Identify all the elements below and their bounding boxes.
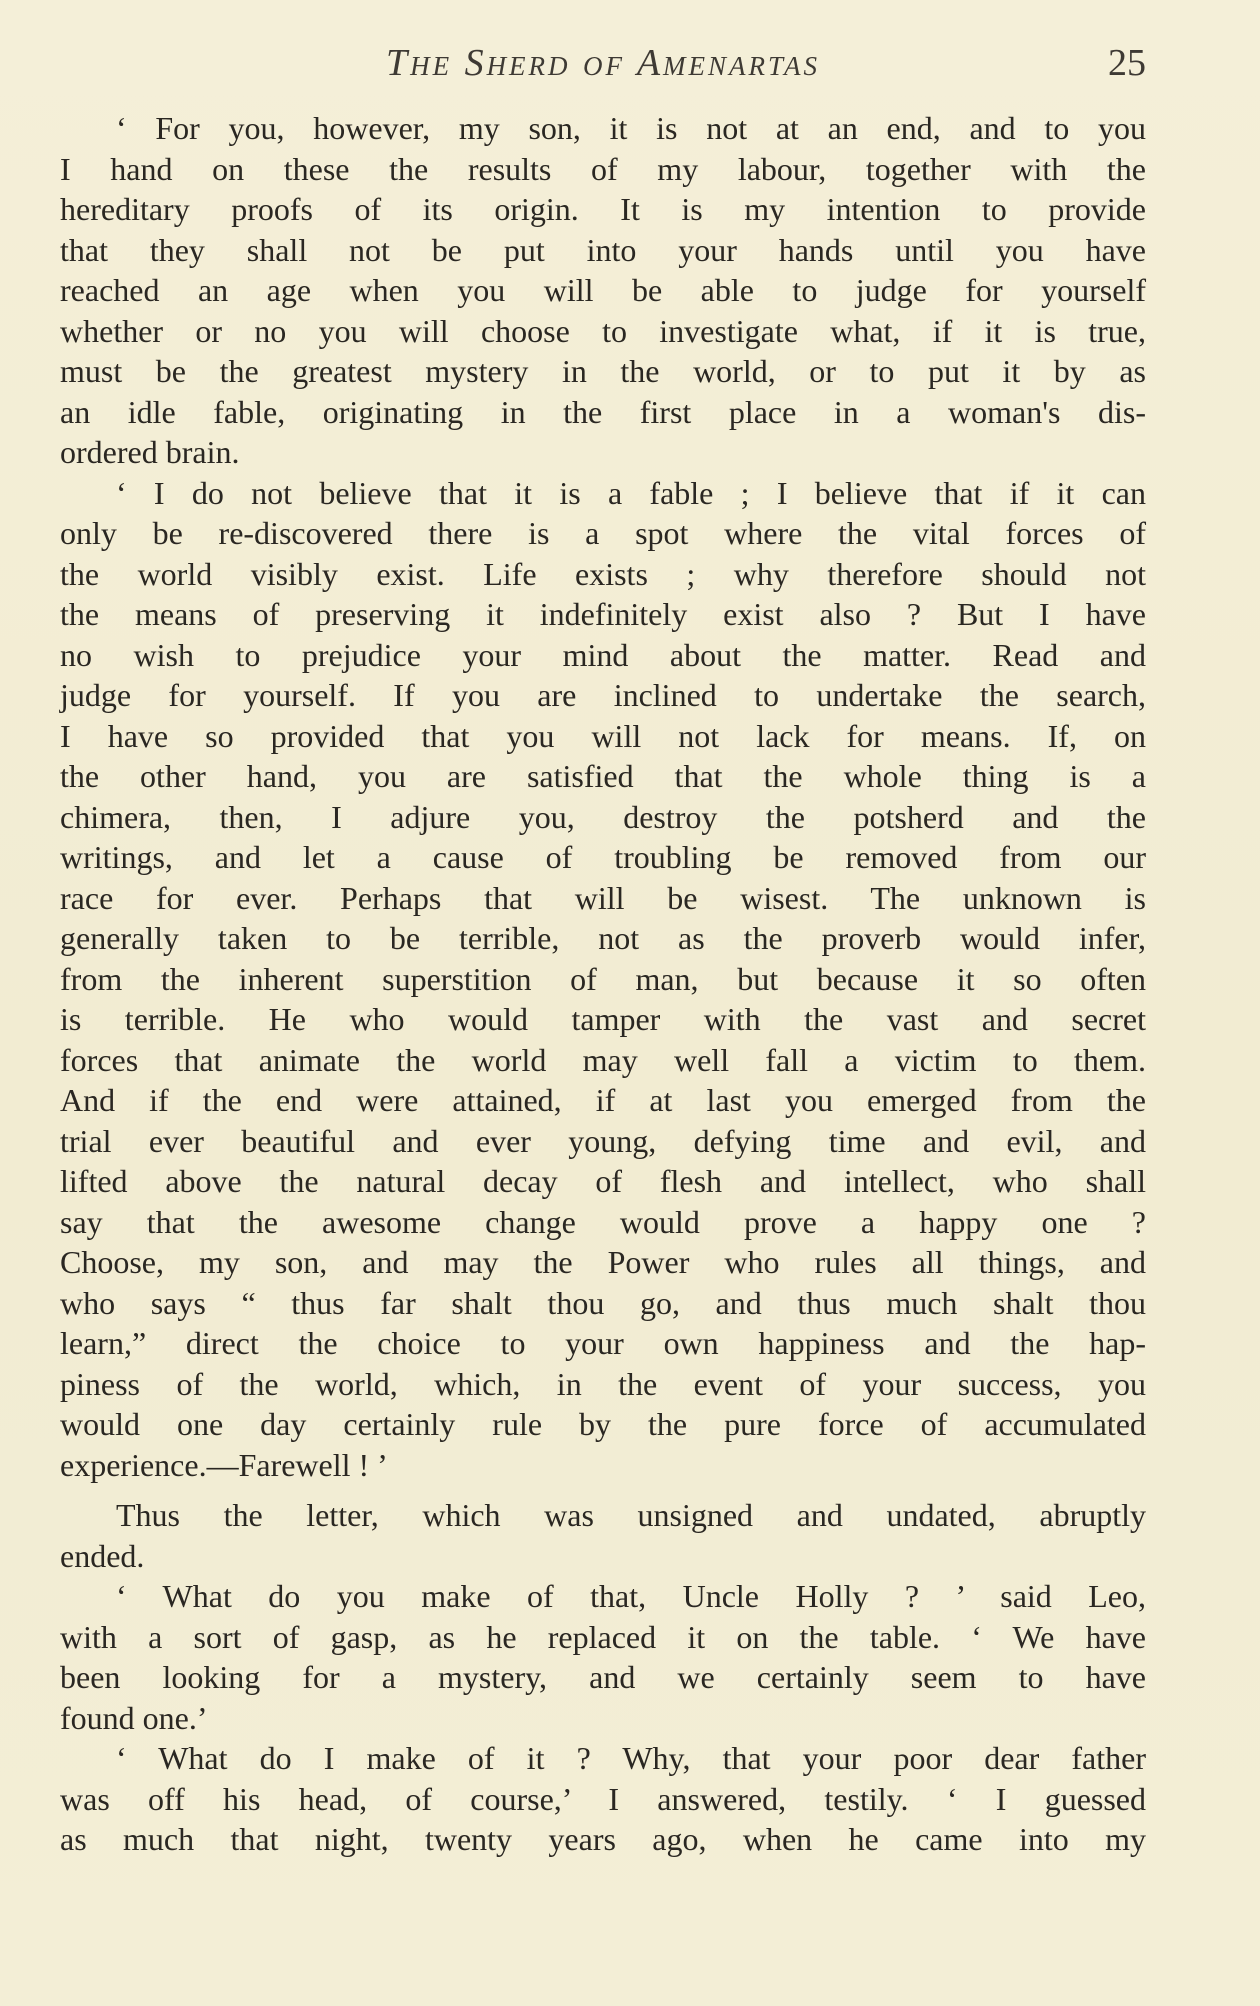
text-line: say that the awesome change would prove a happy one ? (60, 1203, 1146, 1240)
text-line: hereditary proofs of its origin. It is my intention to provide (60, 191, 1146, 227)
text-line: ended. (60, 1537, 145, 1574)
text-line: an idle fable, originating in the first place in a woman's dis- (60, 393, 1146, 430)
text-line: chimera, then, I adjure you, destroy the potsherd and the (60, 798, 1146, 835)
text-line: with a sort of gasp, as he replaced it on the table. ‘ We have (60, 1618, 1146, 1655)
body-text (60, 108, 1146, 1860)
text-line: reached an age when you will be able to judge for yourself (60, 272, 1146, 308)
page-number: 25 (1108, 42, 1146, 84)
text-line: found one.’ (60, 1699, 208, 1736)
text-line: no wish to prejudice your mind about the matter. Read and (60, 636, 1146, 673)
text-line: ‘ What do I make of it ? Why, that your poor dear father (116, 1740, 1146, 1776)
text-line: as much that night, twenty years ago, when he came into my (60, 1821, 1146, 1857)
text-line: who says “ thus far shalt thou go, and thus much shalt thou (60, 1284, 1146, 1321)
text-line: whether or no you will choose to investigate what, if it is true, (60, 312, 1146, 349)
text-line: trial ever beautiful and ever young, defying time and evil, and (60, 1122, 1146, 1159)
text-line: the world visibly exist. Life exists ; why therefore should not (60, 555, 1146, 592)
running-title: The Sherd of Amenartas (385, 42, 821, 84)
text-line: race for ever. Perhaps that will be wisest. The unknown is (60, 879, 1146, 916)
text-line: ‘ I do not believe that it is a fable ; I believe that if it can (116, 474, 1146, 511)
text-line: from the inherent superstition of man, but because it so often (60, 960, 1146, 997)
text-line: And if the end were attained, if at last you emerged from the (60, 1082, 1146, 1118)
text-line: was off his head, of course,’ I answered, testily. ‘ I guessed (60, 1780, 1146, 1817)
text-line: Thus the letter, which was unsigned and undated, abruptly (116, 1497, 1146, 1533)
text-line: ordered brain. (60, 434, 240, 470)
text-line: the other hand, you are satisfied that the whole thing is a (60, 758, 1146, 794)
text-line: piness of the world, which, in the event of your success, you (60, 1365, 1146, 1402)
text-line: ‘ For you, however, my son, it is not at an end, and to you (116, 110, 1146, 146)
text-line: writings, and let a cause of troubling be removed from our (60, 839, 1146, 875)
text-line: generally taken to be terrible, not as the proverb would infer, (60, 920, 1146, 956)
text-line: experience.—Farewell ! ’ (60, 1446, 388, 1483)
text-line: the means of preserving it indefinitely exist also ? But I have (60, 596, 1146, 632)
text-line: is terrible. He who would tamper with the vast and secret (60, 1001, 1146, 1037)
text-line: I hand on these the results of my labour, together with the (60, 150, 1146, 187)
text-line: I have so provided that you will not lack for means. If, on (60, 717, 1146, 754)
text-line: would one day certainly rule by the pure force of accumulated (60, 1406, 1146, 1442)
text-line: judge for yourself. If you are inclined to undertake the search, (60, 677, 1146, 713)
text-line: only be re-discovered there is a spot where the vital forces of (60, 515, 1146, 551)
text-line: been looking for a mystery, and we certainly seem to have (60, 1659, 1146, 1695)
text-line: learn,” direct the choice to your own happiness and the hap- (60, 1325, 1146, 1361)
text-line: ‘ What do you make of that, Uncle Holly ? ’ said Leo, (116, 1578, 1146, 1614)
text-line: Choose, my son, and may the Power who rules all things, and (60, 1244, 1146, 1280)
text-line: forces that animate the world may well fall a victim to them. (60, 1041, 1146, 1078)
text-line: lifted above the natural decay of flesh and intellect, who shall (60, 1163, 1146, 1199)
text-line: that they shall not be put into your hands until you have (60, 231, 1146, 268)
running-head (60, 38, 1146, 88)
text-line: must be the greatest mystery in the world, or to put it by as (60, 353, 1146, 389)
